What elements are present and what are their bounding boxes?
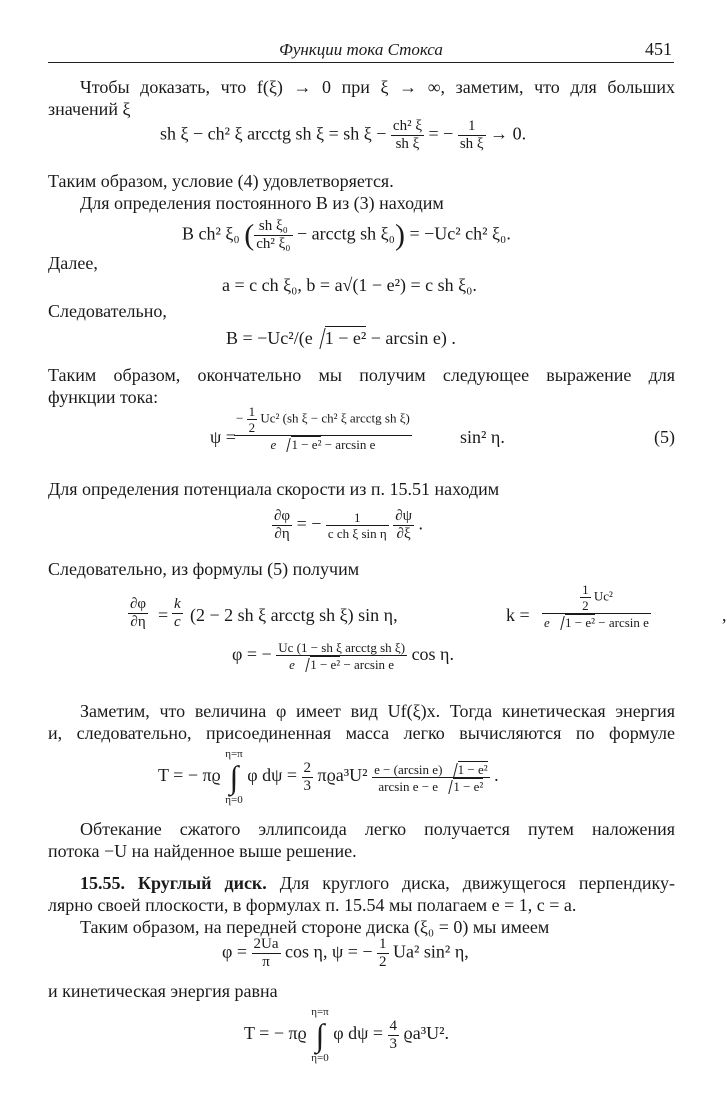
equation-8: φ = − $\frac{\text{Uc (1 − sh ξ arcctg sh ξ)}}{\text{e 1 − e² − arcsin e}}$ cos η. bbox=[232, 640, 454, 672]
section-heading: 15.55. Круглый диск. bbox=[80, 873, 267, 893]
eq8-fraction: $\frac{\text{Uc (1 − sh ξ arcctg sh ξ)}}{\text{e 1 − e² − arcsin e}}$ bbox=[278, 640, 406, 672]
paragraph-1-line-1: Чтобы доказать, что f(ξ) → 0 при ξ → ∞, заметим, что для больших bbox=[80, 77, 675, 97]
equation-5: ψ = − $\frac{1}{2}$ Uc² (sh ξ − ch² ξ arcctg sh ξ) e 1 − e² − arcsin e sin² η. (5) bbox=[210, 404, 675, 452]
running-title: Функции тока Стокса bbox=[279, 40, 443, 59]
paragraph-6-line-1: Таким образом, окончательно мы получим следующее выражение для bbox=[48, 365, 675, 385]
paragraph-5: Следовательно, bbox=[48, 301, 167, 321]
eq1-fraction-1: $\frac{\text{ch² ξ}}{\text{sh ξ}}$ bbox=[392, 118, 423, 152]
paragraph-10-line-2: потока −U на найденное выше решение. bbox=[48, 841, 357, 861]
eq1-left: sh ξ − ch² ξ arcctg sh ξ = sh ξ − bbox=[160, 123, 387, 144]
paragraph-7: Для определения потенциала скорости из п. 15.51 находим bbox=[48, 479, 500, 499]
equation-9: T = − πϱ η=π ∫ η=0 φ dψ = $\frac{2}{3}$ πϱa³U² $\frac{\text{e − (arcsin e) 1 − e²}}{\text{arcsin e − e 1 − e²}}$ . bbox=[158, 748, 499, 806]
equation-number-5: (5) bbox=[654, 427, 675, 447]
equation-2: B ch² ξ₀ ( $\frac{\text{sh ξ₀}}{\text{ch² ξ₀}}$ − arcctg sh ξ₀) = −Uc² ch² ξ₀. bbox=[182, 218, 511, 252]
integral-sign-2: η=π ∫ η=0 bbox=[311, 1006, 329, 1064]
equation-4: B = −Uc²/(e 1 − e² − arcsin e) . bbox=[226, 328, 456, 348]
paragraph-1-line-2: значений ξ bbox=[48, 99, 131, 119]
eq7-k-fraction: $\frac{1}{2}$ Uc² e 1 − e² − arcsin e bbox=[544, 582, 649, 630]
paragraph-4: Далее, bbox=[48, 253, 98, 273]
section-15-55-heading-line: 15.55. Круглый диск. Для круглого диска, движущегося перпендику- bbox=[80, 873, 675, 893]
equation-6: $\frac{\partial\varphi}{\partial\eta}$ = − $\frac{1}{\text{c ch ξ sin η}}$ $\frac{\partial\psi}{\partial\xi}$ . bbox=[274, 508, 424, 542]
paragraph-11-line-2: лярно своей плоскости, в формулах п. 15.54 мы полагаем e = 1, c = a. bbox=[48, 895, 577, 915]
paragraph-12: Таким образом, на передней стороне диска (ξ₀ = 0) мы имеем bbox=[80, 917, 550, 937]
equation-3: a = c ch ξ₀, b = a√(1 − e²) = c sh ξ₀. bbox=[222, 275, 477, 295]
paragraph-10-line-1: Обтекание сжатого эллипсоида легко получается путем наложения bbox=[80, 819, 675, 839]
equation-11: T = − πϱ η=π ∫ η=0 φ dψ = $\frac{4}{3}$ ϱa³U². bbox=[244, 1006, 449, 1064]
eq9-fraction: $\frac{\text{e − (arcsin e) 1 − e²}}{\text{arcsin e − e 1 − e²}}$ bbox=[374, 761, 488, 794]
integral-sign-1: η=π ∫ η=0 bbox=[225, 748, 243, 806]
paragraph-2: Таким образом, условие (4) удовлетворяется. bbox=[48, 171, 394, 191]
paragraph-13: и кинетическая энергия равна bbox=[48, 981, 278, 1001]
paragraph-9-line-2: и, следовательно, присоединенная масса легко вычисляются по формуле bbox=[48, 723, 675, 743]
equation-1: sh ξ − ch² ξ arcctg sh ξ = sh ξ − $\frac{\text{ch² ξ}}{\text{sh ξ}}$ = − $\frac{1}{\text{sh ξ}}$ → 0. bbox=[160, 118, 527, 152]
equation-7: $\frac{\partial\varphi}{\partial\eta}$ = $\frac{k}{c}$ (2 − 2 sh ξ arcctg sh ξ) sin η, k = $\frac{1}{2}$ Uc² e 1 − e² − arcsin e , bbox=[130, 582, 727, 630]
paragraph-3: Для определения постоянного B из (3) находим bbox=[80, 193, 444, 213]
page-number: 451 bbox=[645, 39, 672, 59]
eq5-fraction: − $\frac{1}{2}$ Uc² (sh ξ − ch² ξ arcctg sh ξ) e 1 − e² − arcsin e bbox=[236, 404, 410, 452]
running-header bbox=[48, 38, 674, 63]
eq1-fraction-2: $\frac{1}{\text{sh ξ}}$ bbox=[459, 118, 484, 152]
paragraph-8: Следовательно, из формулы (5) получим bbox=[48, 559, 360, 579]
paragraph-6-line-2: функции тока: bbox=[48, 387, 159, 407]
paragraph-9-line-1: Заметим, что величина φ имеет вид Uf(ξ)x. Тогда кинетическая энергия bbox=[80, 701, 675, 721]
eq2-fraction: $\frac{\text{sh ξ₀}}{\text{ch² ξ₀}}$ bbox=[256, 218, 291, 252]
equation-10: φ = $\frac{2Ua}{\pi}$ cos η, ψ = − $\frac{1}{2}$ Ua² sin² η, bbox=[222, 936, 469, 970]
